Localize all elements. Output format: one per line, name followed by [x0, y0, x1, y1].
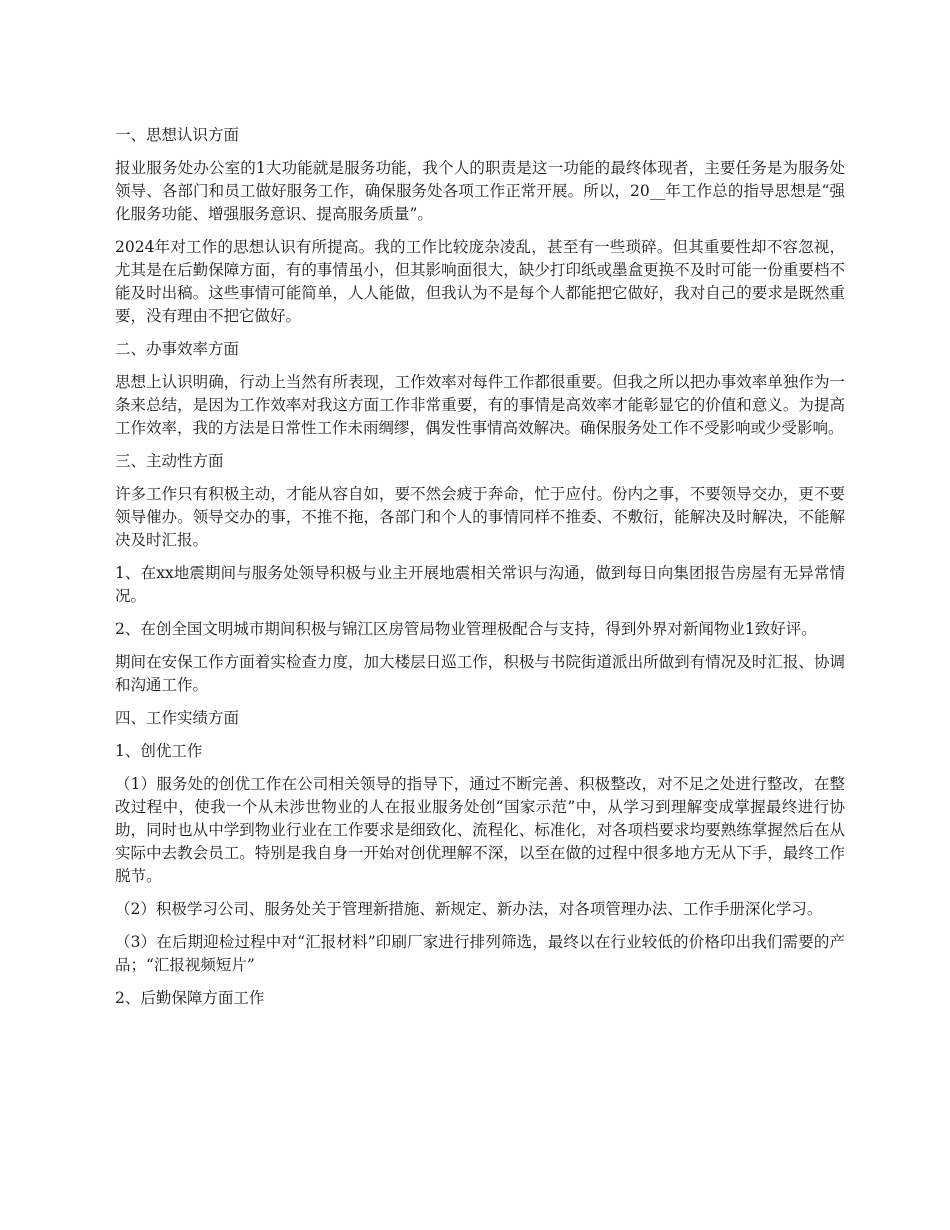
paragraph-excellence-1: （1）服务处的创优工作在公司相关领导的指导下，通过不断完善、积极整改，对不足之处进行整改，在整改过程中，使我一个从未涉世物业的人在报业服务处创“国家示范”中，从学习到理解变成掌握最终进行协助，同时也从中学到物业行业在工作要求是细致化、流程化、标准化，对各项档要求均要熟练掌握然后在从实际中去教会员工。特别是我自身一开始对创优理解不深，以至在做的过程中很多地方无从下手，最终工作脱节。: [115, 775, 845, 885]
section-heading-efficiency: 二、办事效率方面: [115, 340, 240, 358]
paragraph-excellence-3: （3）在后期迎检过程中对“汇报材料”印刷厂家进行排列筛选，最终以在行业较低的价格印出我们需要的产品；“汇报视频短片”: [115, 933, 845, 974]
paragraph-efficiency: 思想上认识明确，行动上当然有所表现，工作效率对每件工作都很重要。但我之所以把办事效率单独作为一条来总结，是因为工作效率对我这方面工作非常重要，有的事情是高效率才能彰显它的价值和意义。为提高工作效率，我的方法是日常性工作未雨绸缪，偶发性事情高效解决。确保服务处工作不受影响或少受影响。: [115, 373, 845, 437]
paragraph-work-understanding: 2024年对工作的思想认识有所提高。我的工作比较庞杂凌乱，甚至有一些琐碎。但其重要性却不容忽视，尤其是在后勤保障方面，有的事情虽小，但其影响面很大，缺少打印纸或墨盒更换不及时可能一份重要档不能及时出稿。这些事情可能简单，人人能做，但我认为不是每个人都能把它做好，我对自己的要求是既然重要，没有理由不把它做好。: [115, 238, 845, 325]
paragraph-excellence-2: （2）积极学习公司、服务处关于管理新措施、新规定、新办法，对各项管理办法、工作手册深化学习。: [115, 900, 823, 918]
paragraph-initiative: 许多工作只有积极主动，才能从容自如，要不然会疲于奔命，忙于应付。份内之事，不要领导交办，更不要领导催办。领导交办的事，不推不拖，各部门和个人的事情同样不推委、不敷衍，能解决及时解决，不能解决及时汇报。: [115, 485, 845, 549]
section-heading-initiative: 三、主动性方面: [115, 452, 224, 470]
section-heading-achievements: 四、工作实绩方面: [115, 709, 240, 727]
subheading-logistics: 2、后勤保障方面工作: [115, 989, 265, 1007]
paragraph-civilized-city: 2、在创全国文明城市期间积极与锦江区房管局物业管理极配合与支持，得到外界对新闻物业1致好评。: [115, 620, 817, 638]
document-body: [115, 124, 845, 1020]
section-heading-thought: 一、思想认识方面: [115, 126, 240, 144]
subheading-excellence: 1、创优工作: [115, 742, 203, 760]
paragraph-office-function: 报业服务处办公室的1大功能就是服务功能，我个人的职责是这一功能的最终体现者，主要任务是为服务处领导、各部门和员工做好服务工作，确保服务处各项工作正常开展。所以，20__年工作总的指导思想是“强化服务功能、增强服务意识、提高服务质量”。: [115, 159, 845, 223]
paragraph-earthquake: 1、在xx地震期间与服务处领导积极与业主开展地震相关常识与沟通，做到每日向集团报告房屋有无异常情况。: [115, 564, 845, 605]
paragraph-security: 期间在安保工作方面着实检查力度，加大楼层日巡工作，积极与书院街道派出所做到有情况及时汇报、协调和沟通工作。: [115, 653, 845, 694]
